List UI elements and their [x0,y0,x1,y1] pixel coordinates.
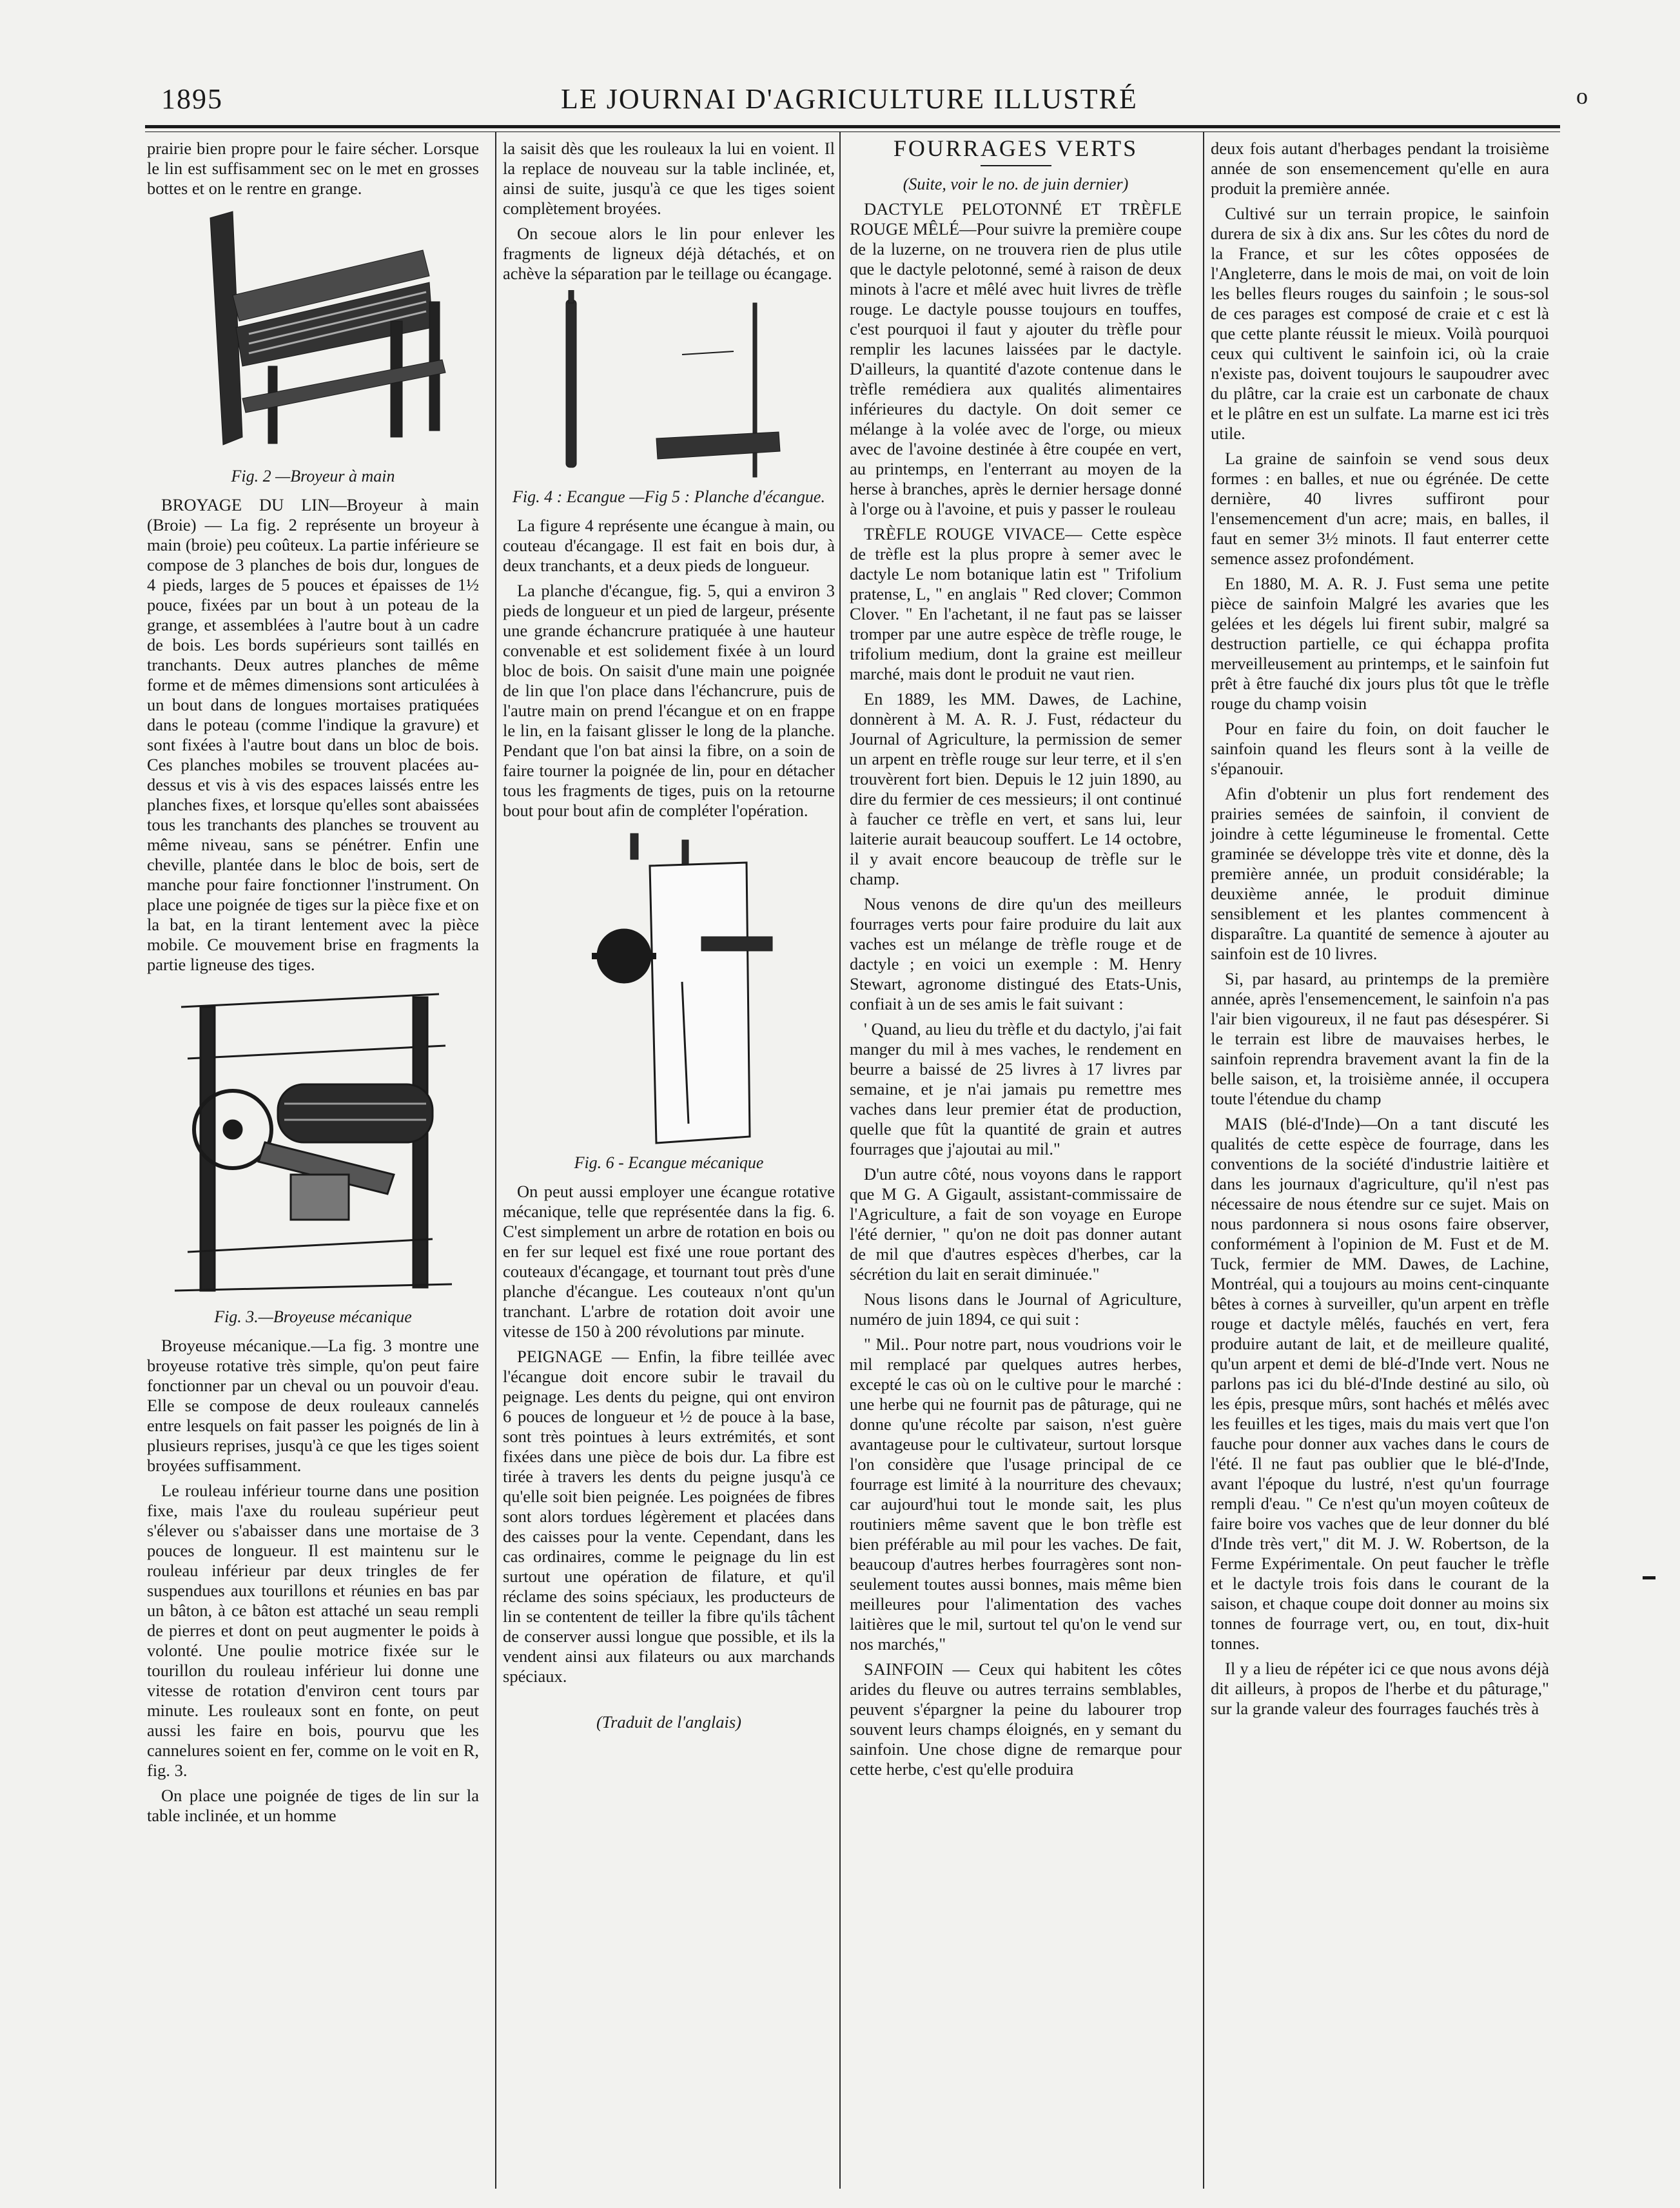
paragraph: Nous lisons dans le Journal of Agriculture, numéro de juin 1894, ce qui suit : [850,1289,1182,1329]
section-subtitle: (Suite, voir le no. de juin dernier) [903,175,1129,193]
column-1 [147,139,479,1831]
figure-3-mechanical-brake [162,981,465,1304]
paragraph: Nous venons de dire qu'un des meilleurs fourrages verts pour faire produire du lait aux vaches est un mélange de trèfle rouge et de dactyle ; en voici un exemple : M. Henry Stewart, agronome distingué des Etats-Unis, confiait à un de ses amis le fait suivant : [850,894,1182,1013]
column-divider [495,132,496,2189]
page-year: 1895 [161,83,223,115]
paragraph: En 1889, les MM. Dawes, de Lachine, donnèrent à M. A. R. J. Fust, rédacteur du Journal of Agriculture, la permission de semer un arpent en trèfle rouge sur leur terre, et il s'en trouvèrent fort bien. Depuis le 12 juin 1890, au dire du fermier de ces messieurs; il ont continué à faucher ce trèfle en vert, et sans lui, leur laiterie aurait beaucoup souffert. Le 14 octobre, il y avait encore beaucoup de trèfle sur le champ. [850,689,1182,888]
paragraph: En 1880, M. A. R. J. Fust sema une petite pièce de sainfoin Malgré les avaries que les gelées et les dégels lui firent subir, malgré sa destruction partielle, ce qui échappa profita merveilleusement au printemps, et le sainfoin fut prêt à être fauché dix jours plus tôt que le trèfle rouge du champ voisin [1211,574,1549,713]
translation-credit: (Traduit de l'anglais) [596,1712,742,1732]
figure-3-caption: Fig. 3.—Broyeuse mécanique [214,1307,412,1326]
paragraph: D'un autre côté, nous voyons dans le rapport que M G. A Gigault, assistant-commissaire de l'Agriculture, a fait de son voyage en Europe l'été dernier, " qu'on ne doit pas donner autant de mil que d'autres espèces d'herbes, car la sécrétion du lait en serait diminuée." [850,1164,1182,1284]
paragraph: La graine de sainfoin se vend sous deux formes : en balles, et nue ou égrénée. De cette dernière, 40 livres suffiront pour l'ensemencement d'un acre; mais, en balles, il faut en semer 3½ minots. Il faut enterrer cette semence assez profondément. [1211,449,1549,568]
paragraph: prairie bien propre pour le faire sécher. Lorsque le lin est suffisamment sec on le met en grosses bottes et on le rentre en grange. [147,139,479,198]
margin-mark [1643,1576,1656,1579]
section-rule [981,165,1051,166]
figure-4-5-scutcher [540,290,798,484]
paragraph: Si, par hasard, au printemps de la première année, après l'ensemencement, le sainfoin n'a pas l'air bien vigoureux, il ne faut pas désespérer. Si le terrain est libre de mauvaises herbes, le sainfoin reprendra bravement avant la fin de la belle saison, et, la troisième année, il occupera toute l'étendue du champ [1211,969,1549,1108]
paragraph: Afin d'obtenir un plus fort rendement des prairies semées de sainfoin, il convient de joindre à cette légumineuse le fromental. Cette graminée se développe très vite et donne, dès la première année, un produit considérable; la deuxième année, le produit diminue sensiblement et les plantes commencent à disparaître. La quantité de semence à ajouter au sainfoin est de 10 livres. [1211,784,1549,963]
paragraph: " Mil.. Pour notre part, nous voudrions voir le mil remplacé par quelques autres herbes, excepté le cas où on le cultive pour le marché : une herbe qui ne fournit pas de pâturage, qui ne donne qu'une récolte par saison, n'est guère avantageuse pour le cultivateur, surtout lorsque l'on considère que l'usage principal de ce fourrage est limité à la nourriture des chevaux; car aujourd'hui tout le monde sait, les plus routiniers même savent que le bon trèfle est bien préférable au mil pour les vaches. De fait, beaucoup d'autres herbes fourragères sont non-seulement toutes aussi bonnes, mais même bien meilleures pour l'alimentation des vaches laitières que le mil, surtout tel qu'on le vend sur nos marchés," [850,1334,1182,1654]
paragraph: On secoue alors le lin pour enlever les fragments de ligneux déjà détachés, et on achève la séparation par le teillage ou écangage. [503,224,835,283]
journal-title: LE JOURNAI D'AGRICULTURE ILLUSTRÉ [561,83,1138,115]
figure-6-mechanical-scutcher [553,827,785,1149]
section-heading: FOURRAGES VERTS [893,135,1138,161]
column-divider [1203,132,1204,2189]
paragraph: PEIGNAGE — Enfin, la fibre teillée avec l'écangue doit encore subir le travail du peignage. Les dents du peigne, qui ont environ 6 pouces de longueur et ½ de pouce à la base, sont très pointues à leurs extrémités, et sont fixées dans une pièce de bois dur. La fibre est tirée à travers les dents du peigne jusqu'à ce qu'elle soit bien peignée. Les poignées de fibres sont alors tordues légèrement et placées dans des caisses pour la vente. Cependant, dans les cas ordinaires, comme le peignage du lin est surtout une opération de filature, et qu'il réclame des soins spéciaux, les producteurs de lin se contentent de teiller la fibre qu'ils tâchent de conserver aussi longue que possible, et ils la vendent ainsi aux filateurs ou aux marchands spéciaux. [503,1347,835,1686]
paragraph: DACTYLE PELOTONNÉ ET TRÈFLE ROUGE MÊLÉ—Pour suivre la première coupe de la luzerne, on ne trouvera rien de plus utile que le dactyle pelotonné, semé à raison de deux minots à l'acre et mêlé avec huit livres de trèfle rouge. Le dactyle pousse toujours en touffes, c'est pourquoi il faut y ajouter du trèfle pour remplir les lacunes laissées par le dactyle. D'ailleurs, la quantité d'azote contenue dans le trèfle remédiera aux qualités alimentaires inférieures du dactyle. On doit semer ce mélange à la volée avec de l'orge, ou mieux avec de l'avoine destinée à être coupée en vert, au printemps, en l'enterrant au moyen de la herse à branches, après le dernier hersage donné à l'orge ou à l'avoine, et puis y passer le rouleau [850,199,1182,518]
paragraph: Pour en faire du foin, on doit faucher le sainfoin quand les fleurs sont à la veille de s'épanouir. [1211,719,1549,778]
paragraph: TRÈFLE ROUGE VIVACE— Cette espèce de trèfle est la plus propre à semer avec le dactyle Le nom botanique latin est " Trifolium pratense, L, " en anglais " Red clover; Common Clover. " En l'achetant, il ne faut pas se laisser tromper par une autre espèce de trèfle rouge, le trifolium medium, dont la graine est meilleur marché, mais dont le produit ne vaut rien. [850,524,1182,683]
header-rule [145,125,1560,128]
paragraph: La figure 4 représente une écangue à main, ou couteau d'écangage. Il est fait en bois dur, à deux tranchants, et a deux pieds de longueur. [503,516,835,575]
paragraph: Broyeuse mécanique.—La fig. 3 montre une broyeuse rotative très simple, qu'on peut faire fonctionner par un cheval ou un pouvoir d'eau. Elle se compose de deux rouleaux cannelés entre lesquels on fait passer les poignés de lin à plusieurs reprises, jusqu'à ce que les tiges soient broyées suffisamment. [147,1336,479,1475]
paragraph: deux fois autant d'herbages pendant la troisième année de son ensemencement qu'elle en aura produit la première année. [1211,139,1549,198]
figure-6-caption: Fig. 6 - Ecangue mécanique [574,1153,764,1172]
running-head [161,83,1589,124]
paragraph: ' Quand, au lieu du trèfle et du dactylo, j'ai fait manger du mil à mes vaches, le rendement en beurre a baissé de 25 livres à 17 livres par semaine, et je n'ai jamais pu remettre mes vaches dans leur premier état de production, quelle que fût la quantité de grain et autres fourrages que j'ajoutai au mil." [850,1019,1182,1158]
figure-2-hand-brake [171,205,455,463]
paragraph: MAIS (blé-d'Inde)—On a tant discuté les qualités de cette espèce de fourrage, dans les conventions de la société d'industrie laitière et dans les journaux d'agriculture, qu'il n'est pas nécessaire de nous étendre sur ce sujet. Mais on nous pardonnera si nous osons faire observer, conformément à l'opinion de M. Fust et de M. Tuck, fermier de MM. Dawes, de Lachine, Montréal, qui a toujours au moins cent-cinquante bêtes à cornes à surveiller, qu'un arpent en trèfle rouge et dactyle mêlés, fauchés en vert, fera produire autant de lait, et de meilleure qualité, qu'un arpent et demi de blé-d'Inde vert. Nous ne parlons pas ici du blé-d'Inde destiné au silo, où les épis, presque mûrs, sont hachés et mêlés avec les feuilles et les tiges, mais du mais vert que l'on fauche pour donner aux vaches dans le cours de l'été. Il ne faut pas oublier que le blé-d'Inde, avant l'époque du lustré, n'est qu'un fourrage rempli d'eau. " Ce n'est qu'un moyen coûteux de faire boire vos vaches que de leur donner du blé d'Inde très vert," dit M. J. W. Robertson, de la Ferme Expérimentale. On peut faucher le trèfle et le dactyle trois fois dans le courant de la saison, et chaque coupe doit donner au moins six tonnes de fourrage vert, ou, en tout, dix-huit tonnes. [1211,1114,1549,1653]
paragraph: Il y a lieu de répéter ici ce que nous avons déjà dit ailleurs, à propos de l'herbe et du pâturage," sur la grande valeur des fourrages fauchés très à [1211,1659,1549,1718]
paragraph: BROYAGE DU LIN—Broyeur à main (Broie) — La fig. 2 représente un broyeur à main (broie) peu coûteux. La partie inférieure se compose de 3 planches de bois dur, longues de 4 pieds, larges de 5 pouces et épaisses de 1½ pouce, fixées par un bout à un poteau de la grange, et assemblées à l'autre bout à un cadre de bois. Les bords supérieurs sont taillés en tranchants. Deux autres planches de même forme et de mêmes dimensions sont articulées à un bout dans de longues mortaises pratiquées dans le poteau (comme l'indique la gravure) et sont fixées à l'autre bout dans un bloc de bois. Ces planches mobiles se trouvent placées au-dessus et vis à vis des espaces laissés entre les planches fixes, et lorsque qu'elles sont abaissées tous les tranchants des planches se trouvent au même niveau, sans se pénétrer. Enfin une cheville, plantée dans le bloc de bois, sert de manche pour faire fonctionner l'instrument. On place une poignée de tiges sur la pièce fixe et on la bat, en la tirant lentement avec la pièce mobile. Ce mouvement brise en fragments la partie ligneuse des tiges. [147,495,479,974]
paragraph: La planche d'écangue, fig. 5, qui a environ 3 pieds de longueur et un pied de largeur, présente une grande échancrure pratiquée à une hauteur convenable et est solidement fixée à un lourd bloc de bois. On saisit d'une main une poignée de lin que l'on place dans l'échancrure, puis de l'autre main on prend l'écangue et on en frappe le lin, en la faisant glisser le long de la planche. Pendant que l'on bat ainsi la fibre, on a soin de faire tourner la poignée de lin, pour en détacher tous les fragments de tiges, puis on la retourne bout pour bout afin de compléter l'opération. [503,581,835,820]
column-2 [503,139,835,1732]
column-3 [850,135,1182,1784]
paragraph: la saisit dès que les rouleaux la lui en voient. Il la replace de nouveau sur la table inclinée, et, ainsi de suite, jusqu'à ce que les tiges soient complètement broyées. [503,139,835,218]
paragraph: Cultivé sur un terrain propice, le sainfoin durera de six à dix ans. Sur les côtes du nord de la France, et sur les côtes opposées de l'Angleterre, dans le mois de mai, on voit de loin les belles fleurs rouges du sainfoin ; le sous-sol de ces parages est composé de craie et c est là que cette plante réussit le mieux. Voilà pourquoi ceux qui cultivent le sainfoin ici, où la craie n'existe pas, doivent toujours le saupoudrer avec du plâtre, car la craie est un carbonate de chaux et le plâtre en est un sulfate. La marne est ici très utile. [1211,204,1549,443]
paragraph: On place une poignée de tiges de lin sur la table inclinée, et un homme [147,1786,479,1825]
paragraph: Le rouleau inférieur tourne dans une position fixe, mais l'axe du rouleau supérieur peut s'élever ou s'abaisser dans une mortaise de 3 pouces de longueur. Il est maintenu sur le rouleau inférieur par deux tringles de fer suspendues aux tourillons et réunies en bas par un bâton, à ce bâton est attaché un seau rempli de pierres et dont on peut augmenter le poids à volonté. Une poulie motrice fixée sur le tourillon du rouleau inférieur lui donne une vitesse de rotation d'environ cent tours par minute. Les rouleaux sont en fonte, on peut aussi les faire en bois, pourvu que les cannelures soient en fer, comme on le voit en R, fig. 3. [147,1481,479,1780]
figure-4-5-caption: Fig. 4 : Ecangue —Fig 5 : Planche d'écangue. [513,487,825,506]
page-number: o [1576,83,1589,109]
paragraph: SAINFOIN — Ceux qui habitent les côtes arides du fleuve ou autres terrains semblables, peuvent s'épargner la peine du labourer trop souvent leurs champs éloignés, en y semant du sainfoin. Une chose digne de remarque pour cette herbe, c'est qu'elle produira [850,1659,1182,1779]
paragraph: On peut aussi employer une écangue rotative mécanique, telle que représentée dans la fig. 6. C'est simplement un arbre de rotation en bois ou en fer sur lequel est fixé une roue portant des couteaux d'écangage, et tournant tout près d'une planche d'écangue. Les couteaux n'ont qu'un tranchant. L'arbre de rotation doit avoir une vitesse de 150 à 200 révolutions par minute. [503,1182,835,1341]
figure-2-caption: Fig. 2 —Broyeur à main [231,467,395,485]
column-4 [1211,139,1549,1724]
column-divider [839,132,841,2189]
